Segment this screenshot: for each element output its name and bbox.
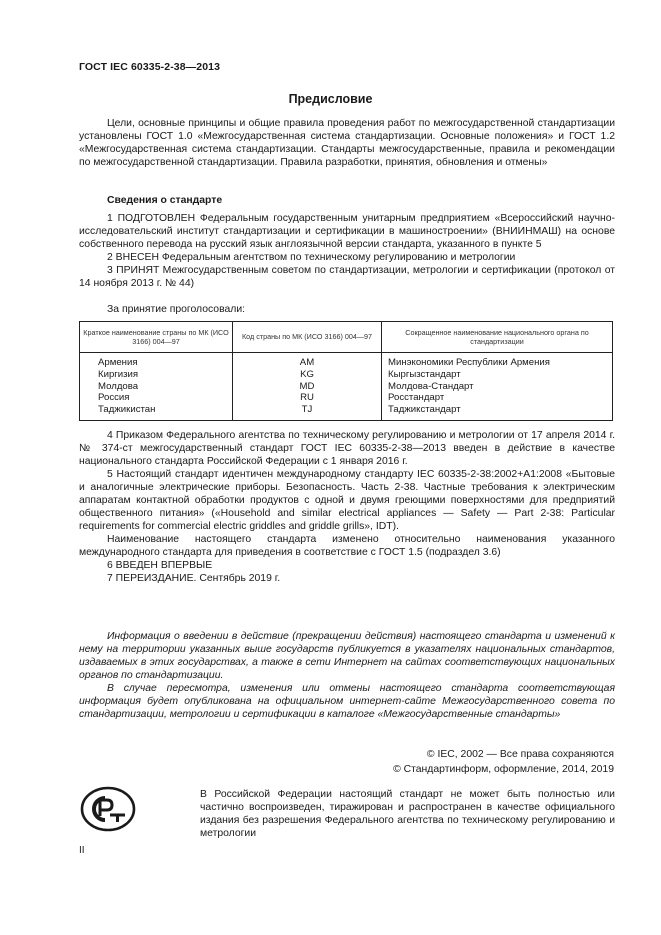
national-body: Кыргызстандарт xyxy=(382,369,613,381)
rf-reproduction-notice: В Российской Федерации настоящий стандарт не может быть полностью или частично воспроизведен, тиражирован и распространен в качестве официального издания без разрешения Федерального агентства по техническому регулированию и метрологии xyxy=(200,789,615,839)
table-header-country: Краткое наименование страны по МК (ИСО 3166) 004—97 xyxy=(80,322,233,353)
item-7: 7 ПЕРЕИЗДАНИЕ. Сентябрь 2019 г. xyxy=(107,573,281,584)
notice-block xyxy=(79,630,615,721)
item-2: 2 ВНЕСЕН Федеральным агентством по техническому регулированию и метрологии xyxy=(107,252,516,263)
notice-introduction: Информация о введении в действие (прекращении действия) настоящего стандарта и изменений к нему на территории указанных выше государств публикуется в указателях национальных стандартов, издаваемых в этих государствах, а также в сети Интернет на сайтах соответствующих национальных органов по стандартизации. xyxy=(79,631,615,681)
page-number: II xyxy=(79,845,85,856)
country-name: Молдова xyxy=(80,381,233,393)
national-body: Минэкономики Республики Армения xyxy=(382,353,613,369)
notice-revision: В случае пересмотра, изменения или отмены настоящего стандарта соответствующая информация будет опубликована на официальном интернет-сайте Межгосударственного совета по стандартизации, метрологии и сертификации в каталоге «Межгосударственные стандарты» xyxy=(79,683,615,720)
item-4: 4 Приказом Федерального агентства по техническому регулированию и метрологии от 17 апреля 2014 г. № 374-ст межгосударственный стандарт ГОСТ IEC 60335-2-38—2013 введен в действие в качестве национального стандарта Российской Федерации с 1 января 2016 г. xyxy=(79,430,615,467)
document-header: ГОСТ IEC 60335-2-38—2013 xyxy=(79,61,221,73)
info-block-bottom xyxy=(79,429,615,585)
page-title: Предисловие xyxy=(288,92,373,106)
copyright-iec: © IEC, 2002 — Все права сохраняются xyxy=(426,749,614,760)
item-6: 6 ВВЕДЕН ВПЕРВЫЕ xyxy=(107,560,213,571)
country-code: AM xyxy=(233,353,382,369)
copyright-standartinform: © Стандартинформ, оформление, 2014, 2019 xyxy=(393,764,614,775)
item-3: 3 ПРИНЯТ Межгосударственным советом по стандартизации, метрологии и сертификации (протокол от 14 ноября 2013 г. № 44) xyxy=(79,265,615,289)
table-row xyxy=(80,404,613,420)
voted-line-block xyxy=(79,303,615,316)
section-heading: Сведения о стандарте xyxy=(107,195,223,206)
country-name: Россия xyxy=(80,392,233,404)
table-header-code: Код страны по МК (ИСО 3166) 004—97 xyxy=(233,322,382,353)
country-code: TJ xyxy=(233,404,382,420)
table-row xyxy=(80,381,613,393)
country-name: Киргизия xyxy=(80,369,233,381)
item-5-note: Наименование настоящего стандарта изменено относительно наименования указанного международного стандарта для приведения в соответствие с ГОСТ 1.5 (подраздел 3.6) xyxy=(79,534,615,558)
national-body: Таджикстандарт xyxy=(382,404,613,420)
national-body: Росстандарт xyxy=(382,392,613,404)
info-block-top xyxy=(79,212,615,290)
country-code: MD xyxy=(233,381,382,393)
country-name: Таджикистан xyxy=(80,404,233,420)
intro-paragraph: Цели, основные принципы и общие правила проведения работ по межгосударственной стандартизации установлены ГОСТ 1.0 «Межгосударственная система стандартизации. Основные положения» и ГОСТ 1.2 «Межгосударственная система стандартизации. Стандарты межгосударственные, правила и рекомендации по межгосударственной стандартизации. Правила разработки, принятия, обновления и отмены» xyxy=(79,118,615,168)
rst-logo-icon xyxy=(80,786,136,832)
table-row xyxy=(80,392,613,404)
table-row xyxy=(80,353,613,369)
country-code: RU xyxy=(233,392,382,404)
item-5: 5 Настоящий стандарт идентичен международному стандарту IEC 60335-2-38:2002+A1:2008 «Бытовые и аналогичные электрические приборы. Безопасность. Часть 2-38. Частные требования к электрическим аппаратам контактной обработки продуктов с одной и двумя греющими поверхностями для предприятий общественного питания» («Household and similar electrical appliances — Safety — Part 2-38: Particular requirements for commercial electric griddles and griddle grills», IDT). xyxy=(79,469,615,532)
intro-block xyxy=(79,117,615,169)
table-row xyxy=(80,369,613,381)
table-header-body: Сокращенное наименование национального органа по стандартизации xyxy=(382,322,613,353)
voting-table xyxy=(79,321,613,421)
country-name: Армения xyxy=(80,353,233,369)
country-code: KG xyxy=(233,369,382,381)
item-1: 1 ПОДГОТОВЛЕН Федеральным государственным унитарным предприятием «Всероссийский научно-исследовательский институт стандартизации и сертификации в машиностроении» (ВНИИНМАШ) на основе собственного перевода на русский язык англоязычной версии стандарта, указанного в пункте 5 xyxy=(79,213,615,250)
voted-label: За принятие проголосовали: xyxy=(107,304,246,315)
national-body: Молдова-Стандарт xyxy=(382,381,613,393)
